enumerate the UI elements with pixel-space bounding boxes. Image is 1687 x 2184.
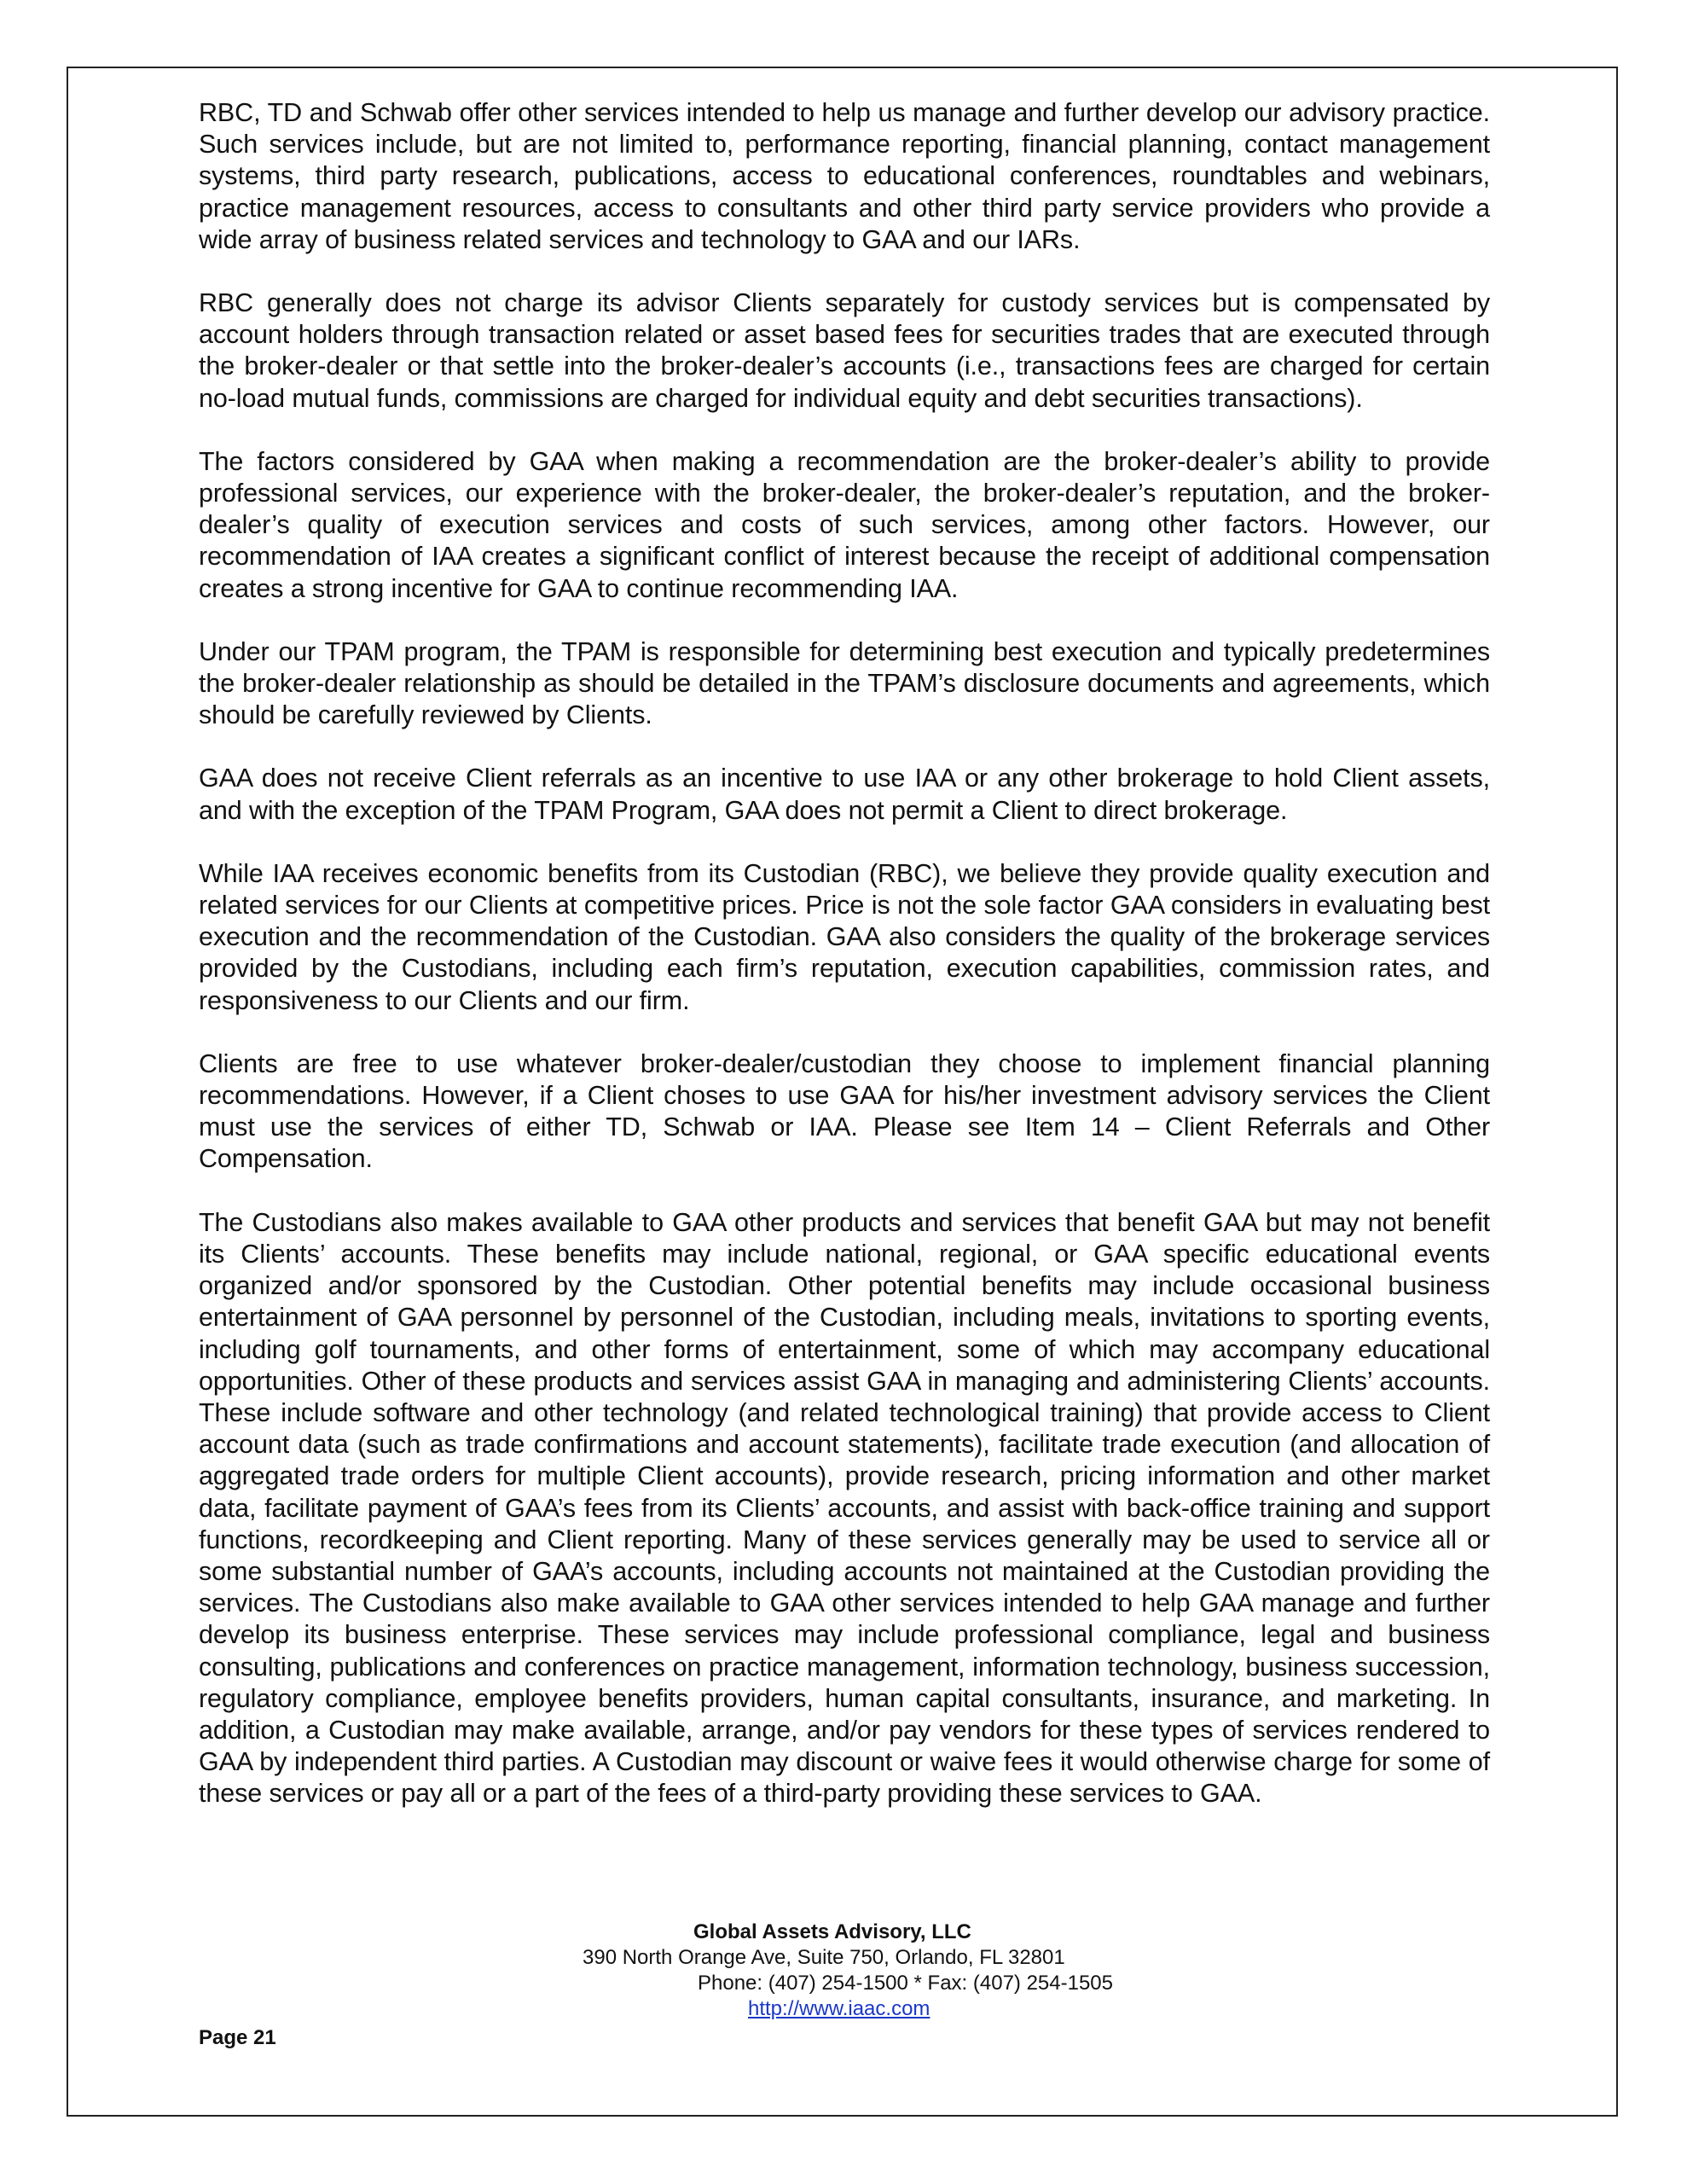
paragraph-custodian-products-services: The Custodians also makes available to GAA other products and services that benefit GAA but may not benefit its Clients’ accounts. These benefits may include national, regional, or GAA specific educational events organized and/or sponsored by the Custodian. Other potential benefits may include occasional business entertainment of GAA personnel by personnel of the Custodian, including meals, invitations to sporting events, including golf tournaments, and other forms of entertainment, some of which may accompany educational opportunities. Other of these products and services assist GAA in managing and administering Clients’ accounts. These include software and other technology (and related technological training) that provide access to Client account data (such as trade confirmations and account statements), facilitate trade execution (and allocation of aggregated trade orders for multiple Client accounts), provide research, pricing information and other market data, facilitate payment of GAA’s fees from its Clients’ accounts, and assist with back-office training and support functions, recordkeeping and Client reporting. Many of these services generally may be used to service all or some substantial number of GAA’s accounts, including accounts not maintained at the Custodian providing the services. The Custodians also make available to GAA other services intended to help GAA manage and further develop its business enterprise. These services may include professional compliance, legal and business consulting, publications and conferences on practice management, information technology, business succession, regulatory compliance, employee benefits providers, human capital consultants, insurance, and marketing. In addition, a Custodian may make available, arrange, and/or pay vendors for these types of services rendered to GAA by independent third parties. A Custodian may discount or waive fees it would otherwise charge for some of these services or pay all or a part of the fees of a third-party providing these services to GAA. <box>199 1207 1490 1809</box>
paragraph-recommendation-factors: The factors considered by GAA when making a recommendation are the broker-dealer’s ability to provide professional services, our experience with the broker-dealer, the broker-dealer’s reputation, and the broker-dealer’s quality of execution services and costs of such services, among other factors. However, our recommendation of IAA creates a significant conflict of interest because the receipt of additional compensation creates a strong incentive for GAA to continue recommending IAA. <box>199 446 1490 603</box>
paragraph-economic-benefits: While IAA receives economic benefits from its Custodian (RBC), we believe they provide quality execution and related services for our Clients at competitive prices. Price is not the sole factor GAA considers in evaluating best execution and the recommendation of the Custodian. GAA also considers the quality of the brokerage services provided by the Custodians, including each firm’s reputation, execution capabilities, commission rates, and responsiveness to our Clients and our firm. <box>199 858 1490 1015</box>
footer-company-name: Global Assets Advisory, LLC <box>693 1920 971 1943</box>
paragraph-tpam-program: Under our TPAM program, the TPAM is responsible for determining best execution and typically predetermines the broker-dealer relationship as should be detailed in the TPAM’s disclosure documents and agreements, which should be carefully reviewed by Clients. <box>199 636 1490 730</box>
footer-website-link[interactable]: http://www.iaac.com <box>748 1997 930 2020</box>
document-body <box>199 97 1490 1842</box>
footer-address: 390 North Orange Ave, Suite 750, Orlando, FL 32801 <box>583 1946 1065 1969</box>
footer-phone-fax: Phone: (407) 254-1500 * Fax: (407) 254-1505 <box>698 1972 1113 1995</box>
page-number: Page 21 <box>199 2026 276 2049</box>
paragraph-rbc-td-schwab-services: RBC, TD and Schwab offer other services intended to help us manage and further develop our advisory practice. Such services include, but are not limited to, performance reporting, financial planning, contact management systems, third party research, publications, access to educational conferences, roundtables and webinars, practice management resources, access to consultants and other third party service providers who provide a wide array of business related services and technology to GAA and our IARs. <box>199 98 1490 254</box>
paragraph-client-referrals: GAA does not receive Client referrals as an incentive to use IAA or any other brokerage to hold Client assets, and with the exception of the TPAM Program, GAA does not permit a Client to direct brokerage. <box>199 764 1490 825</box>
paragraph-rbc-custody-fees: RBC generally does not charge its advisor Clients separately for custody services but is compensated by account holders through transaction related or asset based fees for securities trades that are executed through the broker-dealer or that settle into the broker-dealer’s accounts (i.e., transactions fees are charged for certain no-load mutual funds, commissions are charged for individual equity and debt securities transactions). <box>199 288 1490 413</box>
paragraph-broker-dealer-choice: Clients are free to use whatever broker-dealer/custodian they choose to implement financial planning recommendations. However, if a Client choses to use GAA for his/her investment advisory services the Client must use the services of either TD, Schwab or IAA. Please see Item 14 – Client Referrals and Other Compensation. <box>199 1048 1490 1174</box>
